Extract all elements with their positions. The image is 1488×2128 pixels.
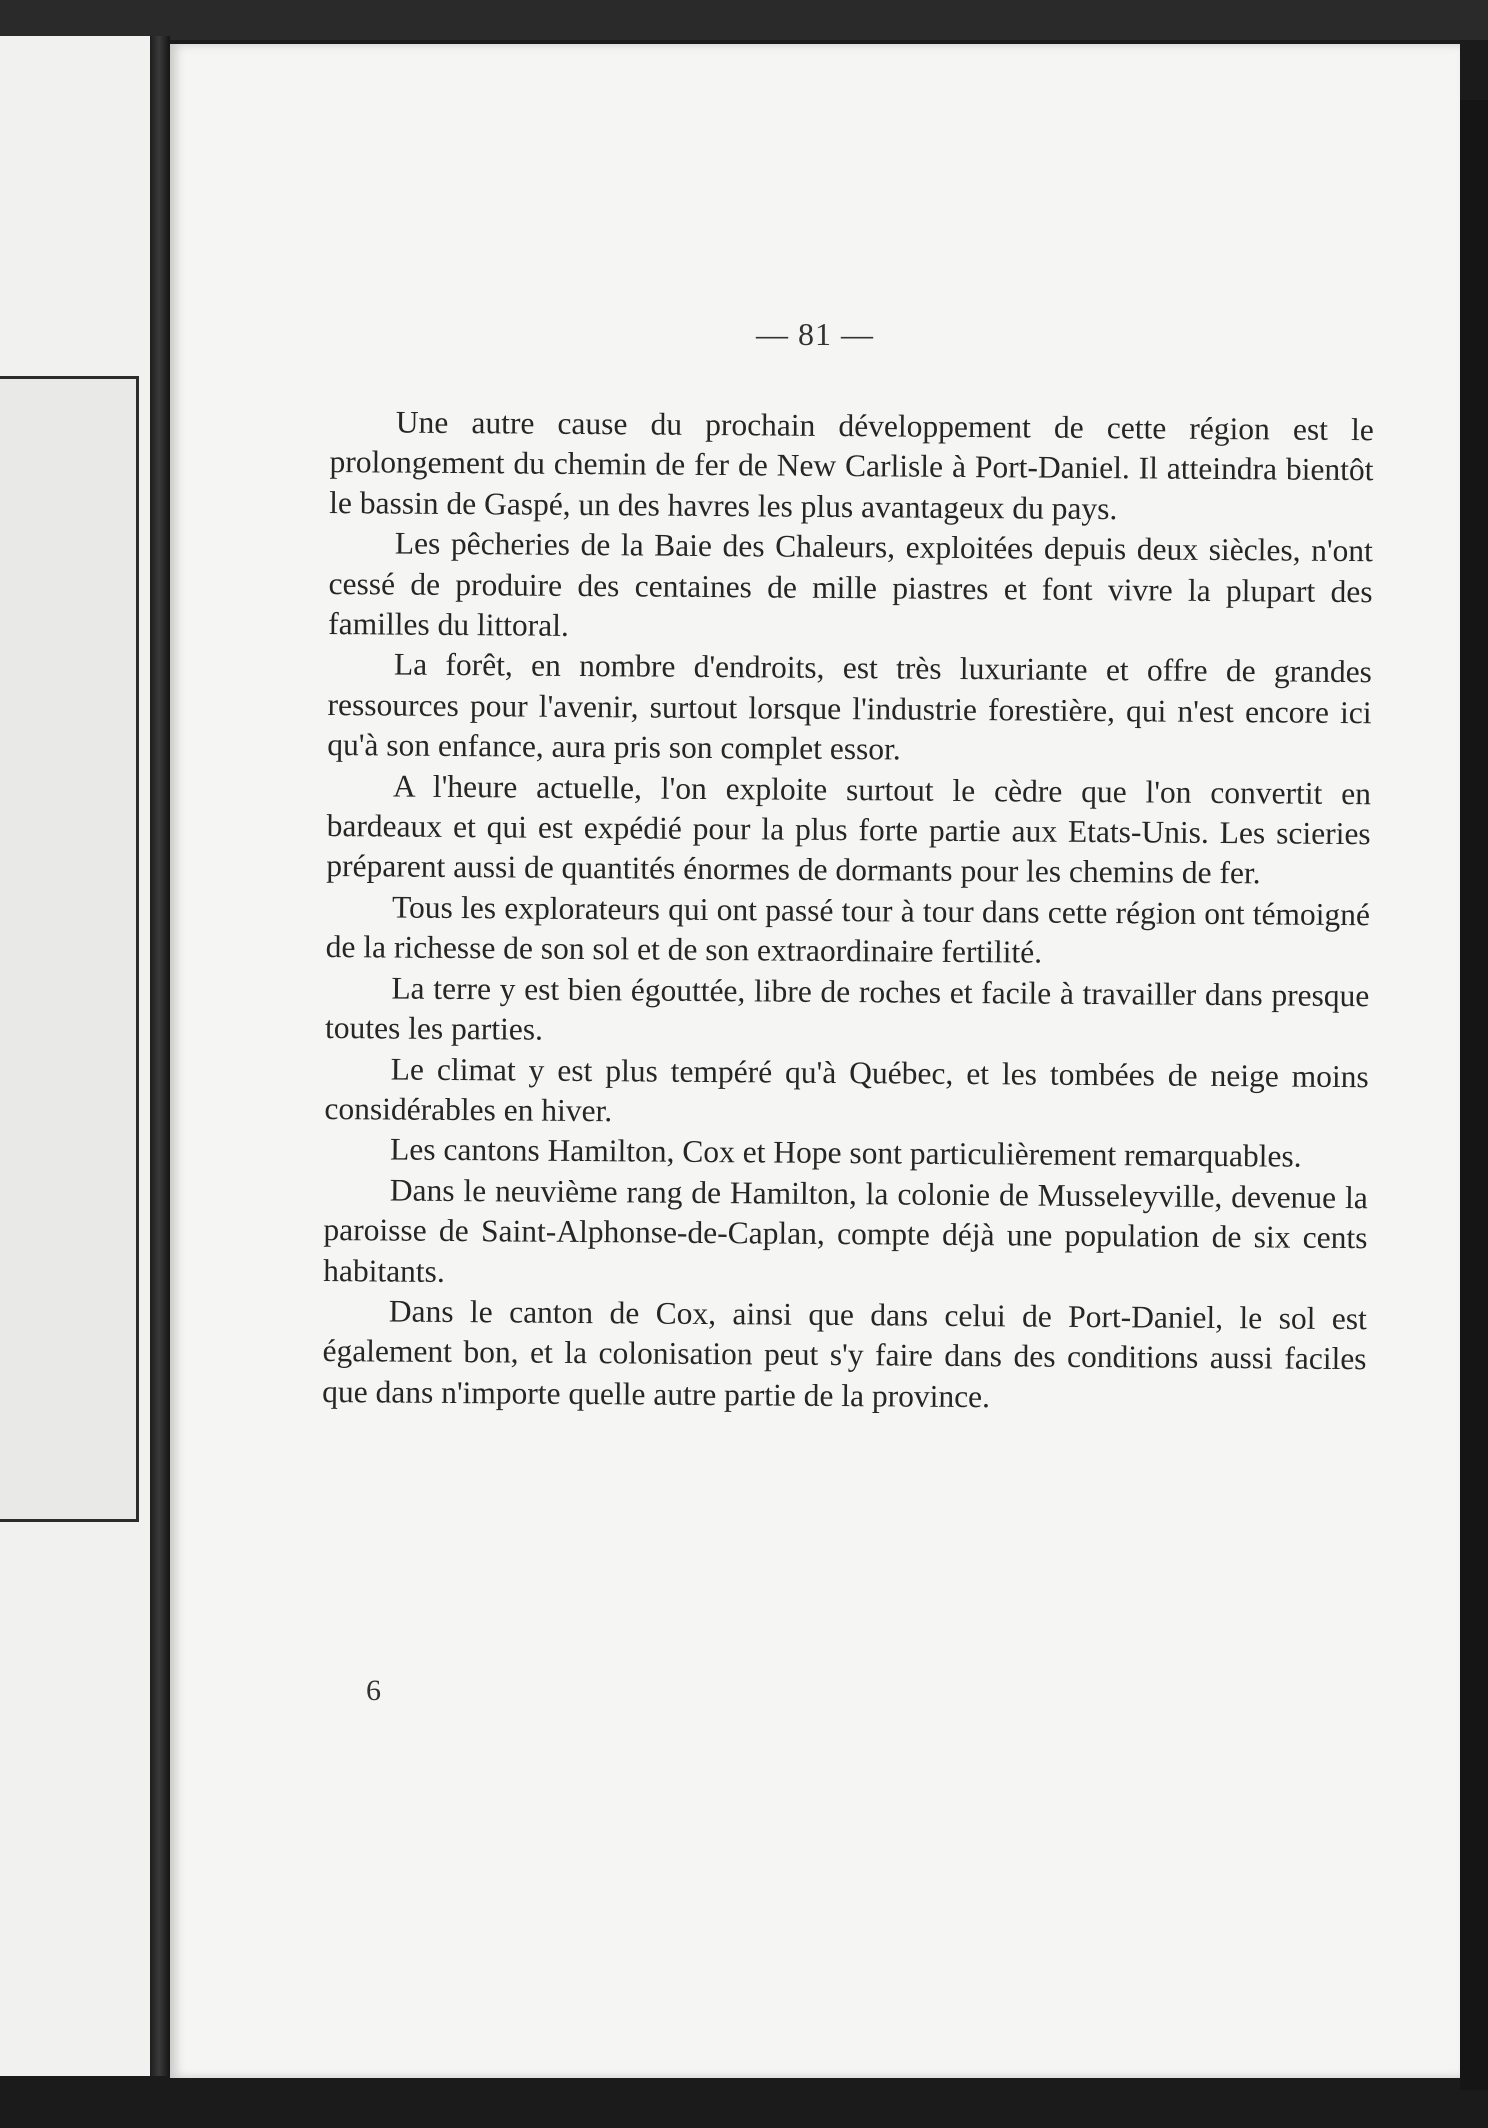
- paragraph-7: Le climat y est plus tempéré qu'à Québec, et les tombées de neige moins considérables en hiver.: [324, 1050, 1369, 1129]
- paragraph-5: Tous les explorateurs qui ont passé tour à tour dans cette région ont témoigné de la richesse de son sol et de son extraordinaire fertilité.: [325, 889, 1371, 970]
- book-gutter: [150, 36, 170, 2076]
- paragraph-3: La forêt, en nombre d'endroits, est très luxuriante et offre de grandes ressources pour l'avenir, surtout lorsque l'industrie forestière, qui n'est encore ici qu'à son enfance, aura pris son complet essor.: [327, 646, 1373, 767]
- right-page-shadow: [1460, 100, 1488, 2090]
- signature-mark: 6: [366, 1674, 381, 1707]
- paragraph-9: Dans le neuvième rang de Hamilton, la colonie de Musseleyville, devenue la paroisse de Saint-Alphonse-de-Caplan, compte déjà une population de six cents habitants.: [323, 1172, 1368, 1289]
- left-facing-page-edge: [0, 36, 150, 2076]
- body-text: [322, 402, 1374, 1420]
- paragraph-1: Une autre cause du prochain développement de cette région est le prolongement du chemin de fer de New Carlisle à Port-Daniel. Il atteindra bientôt le bassin de Gaspé, un des havres les plus avantageux du pays.: [329, 404, 1374, 526]
- left-page-inset-panel: [0, 376, 139, 1522]
- paragraph-2: Les pêcheries de la Baie des Chaleurs, exploitées depuis deux siècles, n'ont cessé de produire des centaines de mille piastres et font vivre la plupart des familles du littoral.: [328, 525, 1373, 643]
- paragraph-8: Les cantons Hamilton, Cox et Hope sont particulièrement remarquables.: [389, 1131, 1302, 1174]
- paragraph-10: Dans le canton de Cox, ainsi que dans celui de Port-Daniel, le sol est également bon, et la colonisation peut s'y faire dans des conditions aussi faciles que dans n'importe quelle autre partie de la province.: [322, 1293, 1367, 1414]
- page-81: [170, 44, 1460, 2078]
- paragraph-4: A l'heure actuelle, l'on exploite surtout le cèdre que l'on convertit en bardeaux et qui est expédié pour la plus forte partie aux Etats-Unis. Les scieries préparent aussi de quantités énormes de dormants pour les chemins de fer.: [326, 768, 1372, 891]
- paragraph-6: La terre y est bien égouttée, libre de roches et facile à travailler dans presque toutes les parties.: [324, 970, 1370, 1047]
- scanner-background: [0, 0, 1488, 40]
- page-number: — 81 —: [756, 316, 874, 352]
